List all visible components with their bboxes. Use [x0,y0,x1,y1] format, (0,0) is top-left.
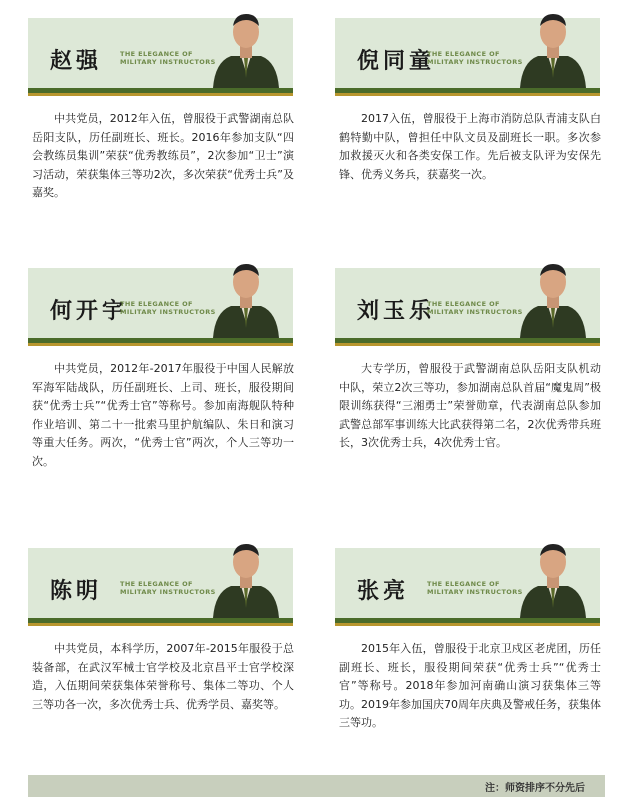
card-header [28,548,293,626]
portrait-photo [207,256,285,338]
tagline: THE ELEGANCE OF MILITARY INSTRUCTORS [120,580,216,596]
instructor-name: 何开宇 [50,299,129,324]
card-header [335,268,600,346]
instructor-card [335,18,601,181]
footer-note-bar [28,775,605,797]
instructor-name: 倪同童 [357,49,436,74]
instructor-bio: 2017入伍，曾服役于上海市消防总队青浦支队白鹤特勤中队，曾担任中队文员及副班长一职。多次参加救援灭火和各类安保工作。先后被支队评为安保先锋、优秀义务兵，获嘉奖一次。 [339,112,601,181]
instructor-card [335,268,601,450]
instructor-name: 陈明 [50,579,103,604]
instructor-card [28,548,294,711]
instructor-name: 赵强 [50,49,103,74]
instructor-name: 张亮 [357,579,410,604]
card-header [28,18,293,96]
portrait-photo [514,536,592,618]
instructor-name: 刘玉乐 [357,299,436,324]
instructor-bio: 中共党员，2012年-2017年服役于中国人民解放军海军陆战队，历任副班长、上司、班长，服役期间获“优秀士兵”“优秀士官”等称号。参加南海舰队特种作业培训、第二十一批索马里护航编队、朱日和演习等重大任务。两次，“优秀士官”两次，个人三等功一次。 [32,362,294,468]
card-header [335,548,600,626]
portrait-photo [207,6,285,88]
instructor-card [28,18,294,200]
portrait-photo [207,536,285,618]
tagline: THE ELEGANCE OF MILITARY INSTRUCTORS [427,300,523,316]
instructor-bio: 大专学历，曾服役于武警湖南总队岳阳支队机动中队，荣立2次三等功，参加湖南总队首届“魔鬼周”极限训练获得“三湘勇士”荣誉勋章，代表湖南总队参加武警总部军事训练大比武获得第二名，2次优秀带兵班长，3次优秀士兵，4次优秀士官。 [339,362,601,450]
card-header [28,268,293,346]
portrait-photo [514,256,592,338]
instructor-bio: 中共党员，2012年入伍，曾服役于武警湖南总队岳阳支队，历任副班长、班长。2016年参加支队“四会教练员集训”荣获“优秀教练员”，2次参加“卫士”演习活动，荣获集体三等功2次，多次荣获“优秀士兵”及嘉奖。 [32,112,294,200]
card-header [335,18,600,96]
instructor-bio: 2015年入伍，曾服役于北京卫戍区老虎团，历任副班长、班长，服役期间荣获“优秀士兵”“优秀士官”等称号。2018年参加河南确山演习获集体三等功。2019年参加国庆70周年庆典及警戒任务，获集体三等功。 [339,642,601,730]
tagline: THE ELEGANCE OF MILITARY INSTRUCTORS [120,50,216,66]
footer-note: 注：师资排序不分先后 [485,783,585,794]
tagline: THE ELEGANCE OF MILITARY INSTRUCTORS [120,300,216,316]
instructor-card [28,268,294,468]
tagline: THE ELEGANCE OF MILITARY INSTRUCTORS [427,50,523,66]
instructor-card [335,548,601,730]
portrait-photo [514,6,592,88]
tagline: THE ELEGANCE OF MILITARY INSTRUCTORS [427,580,523,596]
instructor-bio: 中共党员，本科学历，2007年-2015年服役于总装备部，在武汉军械士官学校及北京昌平士官学校深造，入伍期间荣获集体荣誉称号、集体二等功、个人三等功各一次，多次优秀士兵、优秀学员、嘉奖等。 [32,642,294,711]
